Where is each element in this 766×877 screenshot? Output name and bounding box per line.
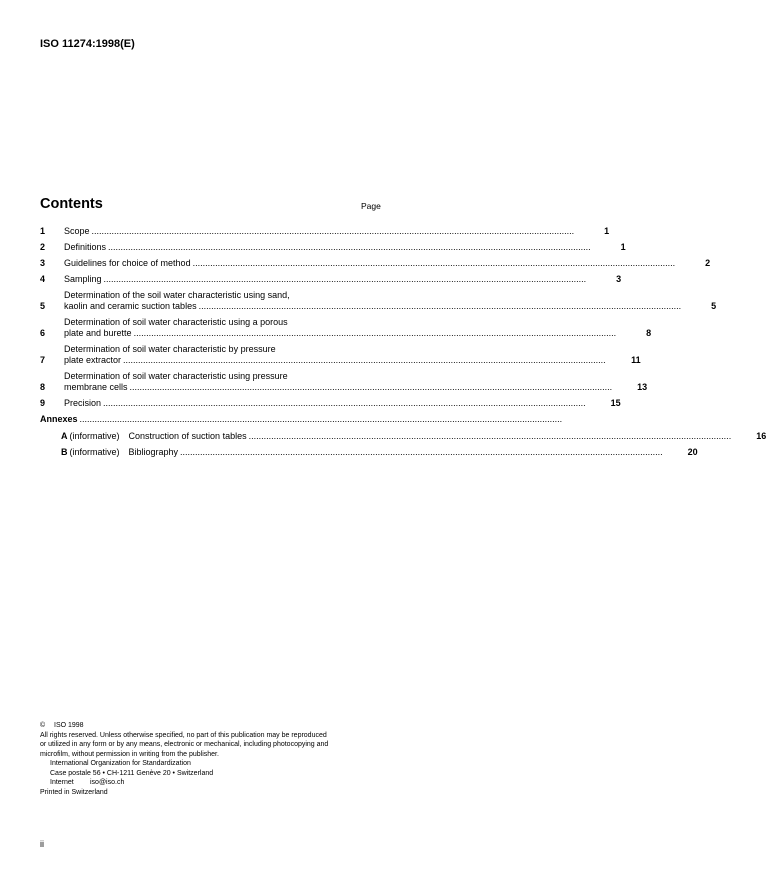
annex-status: (informative) — [69, 431, 120, 441]
rights-line: microfilm, without permission in writing from the publisher. — [40, 750, 219, 758]
toc-number: 4 — [40, 274, 46, 284]
leader-dots — [103, 398, 586, 409]
page-number: ii — [40, 839, 44, 849]
annex-title: Construction of suction tables — [128, 431, 247, 441]
leader-dots — [92, 226, 575, 237]
toc-title: Guidelines for choice of method — [64, 258, 191, 268]
toc-title: Determination of soil water characteristic using a porous — [64, 317, 288, 327]
annex-letter: A — [61, 431, 68, 441]
leader-dots — [104, 274, 587, 285]
toc-title-block — [64, 258, 677, 269]
organization-name: International Organization for Standardization — [50, 760, 191, 767]
toc-title: Determination of soil water characteristic using pressure — [64, 371, 288, 381]
toc-title-block — [64, 274, 588, 285]
toc-number: 3 — [40, 258, 46, 268]
leader-dots — [123, 355, 606, 366]
annex-title: Bibliography — [128, 447, 179, 457]
toc-title: Precision — [64, 398, 102, 408]
toc-title: Definitions — [64, 242, 107, 252]
toc-title-block — [64, 242, 593, 253]
toc-page: 11 — [631, 355, 641, 365]
toc-page: 15 — [610, 398, 621, 408]
toc-title-block — [64, 317, 618, 339]
toc-title-block — [64, 398, 588, 409]
toc-title: Sampling — [64, 274, 102, 284]
toc-number: 1 — [40, 226, 46, 236]
printed-in: Printed in Switzerland — [40, 788, 108, 796]
toc-page: 8 — [646, 328, 652, 338]
toc-annex-entry[interactable] — [40, 447, 698, 458]
toc-title: kaolin and ceramic suction tables — [64, 301, 197, 311]
toc-title: plate extractor — [64, 355, 122, 365]
document-id: ISO 11274:1998(E) — [40, 38, 135, 50]
leader-dots — [134, 328, 617, 339]
toc-title: membrane cells — [64, 382, 128, 392]
internet-line — [40, 778, 390, 788]
toc-entry[interactable] — [40, 398, 621, 409]
leader-dots — [80, 414, 563, 425]
toc-title-block — [64, 371, 614, 393]
toc-entry[interactable] — [40, 371, 648, 393]
toc-number: 9 — [40, 398, 46, 408]
rights-line: All rights reserved. Unless otherwise specified, no part of this publication may be reproduced — [40, 731, 327, 739]
annexes-label: Annexes — [40, 414, 78, 424]
leader-dots — [249, 431, 732, 442]
toc-entry[interactable] — [40, 226, 610, 237]
leader-dots — [108, 242, 591, 253]
leader-dots — [193, 258, 676, 269]
organization-address: Case postale 56 • CH-1211 Genève 20 • Switzerland — [50, 769, 214, 777]
internet-label: Internet — [50, 779, 74, 786]
copyright-notice — [40, 721, 390, 797]
toc-page: 13 — [637, 382, 648, 392]
leader-dots — [130, 382, 613, 393]
toc-page: 3 — [616, 274, 622, 284]
table-of-contents — [40, 226, 766, 458]
toc-number: 2 — [40, 242, 46, 252]
toc-number: 8 — [40, 382, 46, 392]
toc-title-block — [64, 344, 608, 366]
copyright-text: ISO 1998 — [54, 722, 84, 729]
annex-status: (informative) — [69, 447, 120, 457]
toc-entry[interactable] — [40, 344, 641, 366]
toc-entry[interactable] — [40, 242, 626, 253]
toc-page: 20 — [687, 447, 698, 457]
toc-annex-entry[interactable] — [40, 431, 766, 442]
toc-entries — [40, 226, 717, 409]
contents-title: Contents — [40, 196, 103, 212]
rights-line: or utilized in any form or by any means, electronic or mechanical, including photocopying and — [40, 741, 329, 748]
toc-entry[interactable] — [40, 290, 717, 312]
toc-page: 2 — [705, 258, 711, 268]
toc-page: 1 — [604, 226, 610, 236]
toc-entry[interactable] — [40, 274, 622, 285]
toc-title: Scope — [64, 226, 90, 236]
annex-letter: B — [61, 447, 68, 457]
email-address: iso@iso.ch — [90, 779, 125, 786]
toc-entry[interactable] — [40, 317, 652, 339]
toc-annexes — [40, 431, 766, 458]
toc-annexes-heading — [40, 414, 384, 425]
toc-title: plate and burette — [64, 328, 132, 338]
toc-page: 5 — [711, 301, 717, 311]
toc-page: 16 — [756, 431, 766, 441]
copyright-symbol: © — [40, 722, 46, 729]
toc-title: Determination of soil water characteristic by pressure — [64, 344, 276, 354]
toc-title-block — [64, 290, 683, 312]
toc-title-block — [64, 226, 576, 237]
toc-number: 7 — [40, 355, 46, 365]
toc-page: 1 — [620, 242, 626, 252]
copyright-line — [40, 721, 390, 731]
page-column-label: Page — [361, 201, 381, 211]
toc-number: 5 — [40, 301, 46, 311]
leader-dots — [199, 301, 682, 312]
toc-title: Determination of the soil water characteristic using sand, — [64, 290, 290, 300]
toc-number: 6 — [40, 328, 46, 338]
leader-dots — [180, 447, 663, 458]
toc-entry[interactable] — [40, 258, 711, 269]
